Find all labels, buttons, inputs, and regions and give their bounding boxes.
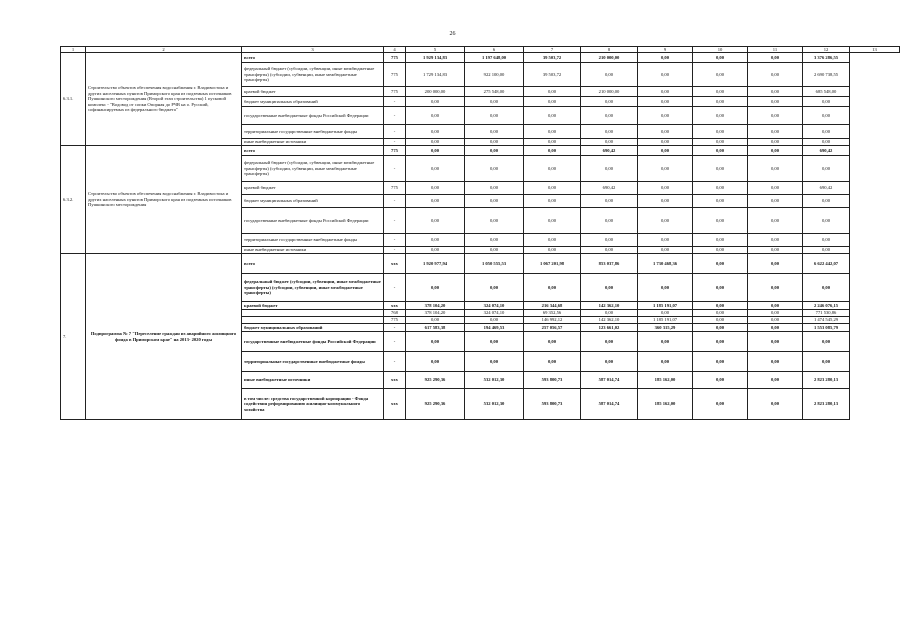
amount-cell: 0,00: [693, 87, 748, 97]
budget-code: 768: [384, 310, 406, 317]
amount-cell: 39 503,72: [524, 53, 581, 63]
section-title: Строительство объектов обеспечения водоснабжения г. Владивостока и других населенных пунктов Приморского края из подземных источников Пушкинского месторождения (Второй этап строительства) 1 пусковой комплекс - "Водовод от сопки Опорная до РЧВ на о. Русский, софинансируемых из федерального бюджета": [86, 53, 242, 146]
amount-cell: 0,00: [693, 53, 748, 63]
amount-cell: 0,00: [465, 332, 524, 352]
amount-cell: 0,00: [638, 310, 693, 317]
amount-cell: 0,00: [748, 352, 803, 372]
amount-cell: 0,00: [748, 146, 803, 156]
amount-cell: 0,00: [524, 234, 581, 247]
section-code: 6.3.1.: [61, 53, 86, 146]
amount-cell: 1 920 977,94: [406, 254, 465, 274]
amount-cell: 0,00: [693, 182, 748, 195]
amount-cell: 0,00: [524, 146, 581, 156]
budget-code: -: [384, 274, 406, 302]
amount-cell: 6 622 442,07: [803, 254, 850, 274]
amount-cell: 0,00: [803, 195, 850, 208]
funding-source: всего: [242, 146, 384, 156]
amount-cell: 0,00: [406, 125, 465, 139]
amount-cell: 0,00: [693, 139, 748, 146]
amount-cell: 360 315,29: [638, 324, 693, 332]
amount-cell: 0,00: [465, 352, 524, 372]
amount-cell: 0,00: [803, 234, 850, 247]
amount-cell: 0,00: [638, 274, 693, 302]
amount-cell: 0,00: [524, 247, 581, 254]
amount-cell: 0,00: [524, 332, 581, 352]
amount-cell: 0,00: [803, 208, 850, 234]
amount-cell: 324 074,10: [465, 302, 524, 310]
funding-source: всего: [242, 53, 384, 63]
amount-cell: 0,00: [803, 107, 850, 125]
amount-cell: 0,00: [693, 234, 748, 247]
amount-cell: 0,00: [406, 156, 465, 182]
header-cell: 11: [748, 47, 803, 53]
amount-cell: 0,00: [524, 195, 581, 208]
amount-cell: 0,00: [581, 125, 638, 139]
amount-cell: 0,00: [748, 208, 803, 234]
budget-code: -: [384, 107, 406, 125]
amount-cell: 0,00: [638, 352, 693, 372]
amount-cell: 0,00: [748, 182, 803, 195]
amount-cell: 0,00: [465, 234, 524, 247]
amount-cell: 142 362,10: [581, 302, 638, 310]
amount-cell: 0,00: [748, 389, 803, 420]
amount-cell: 0,00: [748, 302, 803, 310]
amount-cell: 0,00: [406, 317, 465, 324]
budget-code: -: [384, 156, 406, 182]
amount-cell: 0,00: [638, 234, 693, 247]
amount-cell: 146 992,12: [524, 317, 581, 324]
budget-code: ххх: [384, 389, 406, 420]
amount-cell: 1 474 545,29: [803, 317, 850, 324]
amount-cell: 0,00: [748, 317, 803, 324]
amount-cell: 0,00: [748, 254, 803, 274]
amount-cell: 0,00: [581, 139, 638, 146]
amount-cell: 0,00: [803, 125, 850, 139]
header-cell: 6: [465, 47, 524, 53]
amount-cell: 0,00: [581, 352, 638, 372]
amount-cell: 1 185 191,07: [638, 317, 693, 324]
funding-source: федеральный бюджет (субсидии, субвенции, иные межбюджетные трансферты) (субсидии, субвенции, иные межбюджетные трансферты): [242, 156, 384, 182]
amount-cell: 0,00: [693, 254, 748, 274]
amount-cell: 324 074,10: [465, 310, 524, 317]
amount-cell: 0,00: [748, 332, 803, 352]
amount-cell: 0,00: [581, 156, 638, 182]
amount-cell: 0,00: [803, 332, 850, 352]
budget-code: ххх: [384, 372, 406, 389]
amount-cell: 0,00: [406, 195, 465, 208]
amount-cell: 0,00: [748, 139, 803, 146]
amount-cell: 0,00: [803, 156, 850, 182]
amount-cell: 0,00: [406, 352, 465, 372]
amount-cell: 0,00: [748, 274, 803, 302]
header-cell: 7: [524, 47, 581, 53]
funding-source: территориальные государственные внебюджетные фонды: [242, 234, 384, 247]
amount-cell: 0,00: [693, 107, 748, 125]
amount-cell: 0,00: [406, 332, 465, 352]
amount-cell: 0,00: [465, 195, 524, 208]
amount-cell: 853 037,86: [581, 254, 638, 274]
amount-cell: 690,42: [581, 182, 638, 195]
funding-source: государственные внебюджетные фонды Российской Федерации: [242, 332, 384, 352]
budget-code: 775: [384, 87, 406, 97]
budget-code: -: [384, 352, 406, 372]
amount-cell: 0,00: [465, 208, 524, 234]
funding-source: бюджет муниципальных образований: [242, 195, 384, 208]
amount-cell: 0,00: [803, 274, 850, 302]
budget-code: 775: [384, 317, 406, 324]
amount-cell: 0,00: [406, 97, 465, 107]
header-cell: 8: [581, 47, 638, 53]
header-cell: 4: [384, 47, 406, 53]
funding-source: краевой бюджет: [242, 87, 384, 97]
amount-cell: 0,00: [465, 317, 524, 324]
budget-code: 775: [384, 53, 406, 63]
amount-cell: 0,00: [693, 208, 748, 234]
amount-cell: 2 823 280,13: [803, 372, 850, 389]
funding-source: [242, 310, 384, 317]
amount-cell: 0,00: [465, 274, 524, 302]
amount-cell: 69 352,56: [524, 310, 581, 317]
amount-cell: 0,00: [465, 156, 524, 182]
amount-cell: 0,00: [581, 274, 638, 302]
amount-cell: 1 729 134,83: [406, 63, 465, 87]
amount-cell: 1 929 134,83: [406, 53, 465, 63]
amount-cell: 2 690 738,55: [803, 63, 850, 87]
amount-cell: 0,00: [465, 146, 524, 156]
amount-cell: 0,00: [581, 195, 638, 208]
amount-cell: 0,00: [406, 139, 465, 146]
amount-cell: 0,00: [693, 352, 748, 372]
amount-cell: 0,00: [638, 53, 693, 63]
budget-code: -: [384, 139, 406, 146]
amount-cell: 0,00: [638, 63, 693, 87]
amount-cell: 0,00: [638, 247, 693, 254]
amount-cell: 0,00: [465, 97, 524, 107]
amount-cell: 0,00: [693, 97, 748, 107]
header-cell: 5: [406, 47, 465, 53]
amount-cell: 2 823 280,13: [803, 389, 850, 420]
amount-cell: 617 583,38: [406, 324, 465, 332]
amount-cell: 0,00: [581, 247, 638, 254]
section-code: 6.3.2.: [61, 146, 86, 254]
budget-code: -: [384, 234, 406, 247]
amount-cell: 0,00: [406, 208, 465, 234]
amount-cell: 0,00: [638, 156, 693, 182]
amount-cell: 0,00: [693, 195, 748, 208]
amount-cell: 0,00: [638, 332, 693, 352]
amount-cell: 185 162,00: [638, 389, 693, 420]
amount-cell: 925 290,36: [406, 372, 465, 389]
amount-cell: 1 067 201,98: [524, 254, 581, 274]
amount-cell: 0,00: [638, 87, 693, 97]
budget-code: -: [384, 332, 406, 352]
amount-cell: 0,00: [748, 156, 803, 182]
amount-cell: 0,00: [524, 139, 581, 146]
amount-cell: 0,00: [581, 63, 638, 87]
amount-cell: 0,00: [748, 234, 803, 247]
funding-source: краевой бюджет: [242, 302, 384, 310]
budget-code: -: [384, 324, 406, 332]
amount-cell: 0,00: [524, 97, 581, 107]
funding-source: бюджет муниципальных образований: [242, 97, 384, 107]
amount-cell: 587 014,74: [581, 372, 638, 389]
amount-cell: 0,00: [406, 182, 465, 195]
amount-cell: 685 548,00: [803, 87, 850, 97]
amount-cell: 0,00: [465, 139, 524, 146]
amount-cell: 1 050 555,53: [465, 254, 524, 274]
amount-cell: 0,00: [406, 234, 465, 247]
amount-cell: 0,00: [693, 156, 748, 182]
amount-cell: 0,00: [693, 63, 748, 87]
amount-cell: 1 185 191,07: [638, 302, 693, 310]
amount-cell: 378 104,20: [406, 302, 465, 310]
table-row: [61, 254, 900, 274]
budget-code: -: [384, 208, 406, 234]
amount-cell: 1 730 468,36: [638, 254, 693, 274]
amount-cell: 0,00: [524, 182, 581, 195]
amount-cell: 0,00: [581, 97, 638, 107]
funding-source: государственные внебюджетные фонды Российской Федерации: [242, 107, 384, 125]
amount-cell: 378 104,20: [406, 310, 465, 317]
amount-cell: 142 362,10: [581, 317, 638, 324]
amount-cell: 1 553 085,79: [803, 324, 850, 332]
amount-cell: 194 469,53: [465, 324, 524, 332]
amount-cell: 0,00: [748, 310, 803, 317]
amount-cell: 0,00: [803, 139, 850, 146]
amount-cell: 0,00: [581, 310, 638, 317]
amount-cell: 0,00: [693, 146, 748, 156]
amount-cell: 0,00: [803, 352, 850, 372]
amount-cell: 593 800,73: [524, 372, 581, 389]
budget-code: ххх: [384, 254, 406, 274]
amount-cell: 532 012,30: [465, 389, 524, 420]
amount-cell: 0,00: [748, 125, 803, 139]
amount-cell: 0,00: [524, 156, 581, 182]
funding-source: государственные внебюджетные фонды Российской Федерации: [242, 208, 384, 234]
funding-source: территориальные государственные внебюджетные фонды: [242, 352, 384, 372]
amount-cell: 0,00: [581, 208, 638, 234]
amount-cell: 0,00: [524, 107, 581, 125]
amount-cell: 0,00: [524, 208, 581, 234]
amount-cell: 0,00: [406, 274, 465, 302]
funding-source: иные внебюджетные источники: [242, 247, 384, 254]
amount-cell: 0,00: [638, 107, 693, 125]
amount-cell: 0,00: [748, 195, 803, 208]
amount-cell: 0,00: [748, 87, 803, 97]
amount-cell: 0,00: [406, 247, 465, 254]
amount-cell: 0,00: [638, 195, 693, 208]
header-cell: 2: [86, 47, 242, 53]
amount-cell: 587 014,74: [581, 389, 638, 420]
section-code: 7.: [61, 254, 86, 420]
funding-source: в том числе: средства государственной корпорации - Фонда содействия реформированию жилищно-коммунального хозяйства: [242, 389, 384, 420]
amount-cell: 593 800,73: [524, 389, 581, 420]
amount-cell: 0,00: [638, 125, 693, 139]
amount-cell: 0,00: [693, 247, 748, 254]
amount-cell: 0,00: [693, 310, 748, 317]
header-cell: 10: [693, 47, 748, 53]
amount-cell: 0,00: [406, 107, 465, 125]
amount-cell: 0,00: [693, 324, 748, 332]
funding-source: [242, 317, 384, 324]
amount-cell: 0,00: [638, 208, 693, 234]
amount-cell: 210 000,00: [581, 87, 638, 97]
amount-cell: 0,00: [524, 87, 581, 97]
amount-cell: 532 012,30: [465, 372, 524, 389]
amount-cell: 0,00: [465, 107, 524, 125]
funding-source: федеральный бюджет (субсидии, субвенции, иные межбюджетные трансферты) (субсидии, субвенции, иные межбюджетные трансферты): [242, 63, 384, 87]
amount-cell: 771 530,86: [803, 310, 850, 317]
amount-cell: 0,00: [693, 332, 748, 352]
amount-cell: 0,00: [524, 352, 581, 372]
amount-cell: 0,00: [638, 97, 693, 107]
funding-source: территориальные государственные внебюджетные фонды: [242, 125, 384, 139]
amount-cell: 0,00: [693, 389, 748, 420]
amount-cell: 210 000,00: [581, 53, 638, 63]
amount-cell: 123 661,02: [581, 324, 638, 332]
section-title: Строительство объектов обеспечения водоснабжения г. Владивостока и других населенных пунктов Приморского края из подземных источников Пушкинского месторождения: [86, 146, 242, 254]
amount-cell: 2 246 076,15: [803, 302, 850, 310]
amount-cell: 0,00: [524, 125, 581, 139]
header-cell: 1: [61, 47, 86, 53]
funding-source: всего: [242, 254, 384, 274]
amount-cell: 0,00: [524, 274, 581, 302]
budget-code: 775: [384, 146, 406, 156]
amount-cell: 1 197 648,00: [465, 53, 524, 63]
amount-cell: 0,00: [465, 182, 524, 195]
amount-cell: 0,00: [638, 182, 693, 195]
amount-cell: 0,00: [693, 302, 748, 310]
amount-cell: 200 000,00: [406, 87, 465, 97]
amount-cell: 275 548,00: [465, 87, 524, 97]
table-row: [61, 146, 900, 156]
header-cell: 3: [242, 47, 384, 53]
header-cell: 12: [803, 47, 850, 53]
amount-cell: 0,00: [748, 107, 803, 125]
amount-cell: 690,42: [581, 146, 638, 156]
amount-cell: 0,00: [803, 97, 850, 107]
amount-cell: 0,00: [748, 247, 803, 254]
budget-code: -: [384, 195, 406, 208]
funding-source: иные внебюджетные источники: [242, 139, 384, 146]
table-row: [61, 53, 900, 63]
header-cell: 9: [638, 47, 693, 53]
funding-source: федеральный бюджет (субсидии, субвенции, иные межбюджетные трансферты) (субсидии, субвенции, иные межбюджетные трансферты): [242, 274, 384, 302]
budget-code: 775: [384, 182, 406, 195]
funding-source: бюджет муниципальных образований: [242, 324, 384, 332]
amount-cell: 216 344,68: [524, 302, 581, 310]
amount-cell: 0,00: [693, 372, 748, 389]
amount-cell: 185 162,00: [638, 372, 693, 389]
amount-cell: 0,00: [406, 146, 465, 156]
funding-source: иные внебюджетные источники: [242, 372, 384, 389]
amount-cell: 0,00: [748, 324, 803, 332]
amount-cell: 0,00: [693, 125, 748, 139]
amount-cell: 0,00: [638, 139, 693, 146]
amount-cell: 0,00: [638, 146, 693, 156]
budget-code: 775: [384, 63, 406, 87]
budget-code: -: [384, 125, 406, 139]
budget-code: -: [384, 247, 406, 254]
amount-cell: 0,00: [803, 247, 850, 254]
amount-cell: 0,00: [693, 317, 748, 324]
budget-table: [60, 46, 900, 420]
amount-cell: 690,42: [803, 146, 850, 156]
amount-cell: 0,00: [581, 332, 638, 352]
amount-cell: 257 056,57: [524, 324, 581, 332]
header-cell: 13: [850, 47, 900, 53]
amount-cell: 3 376 286,55: [803, 53, 850, 63]
amount-cell: 39 503,72: [524, 63, 581, 87]
amount-cell: 0,00: [465, 125, 524, 139]
amount-cell: 0,00: [581, 107, 638, 125]
amount-cell: 0,00: [748, 53, 803, 63]
amount-cell: 0,00: [748, 97, 803, 107]
page-number: 26: [449, 31, 456, 37]
section-title: Подпрограмма № 7 "Переселение граждан из аварийного жилищного фонда в Приморском крае" на 2013- 2020 годы: [86, 254, 242, 420]
amount-cell: 0,00: [693, 274, 748, 302]
amount-cell: 690,42: [803, 182, 850, 195]
funding-source: краевой бюджет: [242, 182, 384, 195]
amount-cell: 925 290,36: [406, 389, 465, 420]
budget-code: -: [384, 97, 406, 107]
amount-cell: 0,00: [748, 63, 803, 87]
amount-cell: 0,00: [581, 234, 638, 247]
amount-cell: 0,00: [748, 372, 803, 389]
amount-cell: 922 100,00: [465, 63, 524, 87]
amount-cell: 0,00: [465, 247, 524, 254]
budget-code: ххх: [384, 302, 406, 310]
